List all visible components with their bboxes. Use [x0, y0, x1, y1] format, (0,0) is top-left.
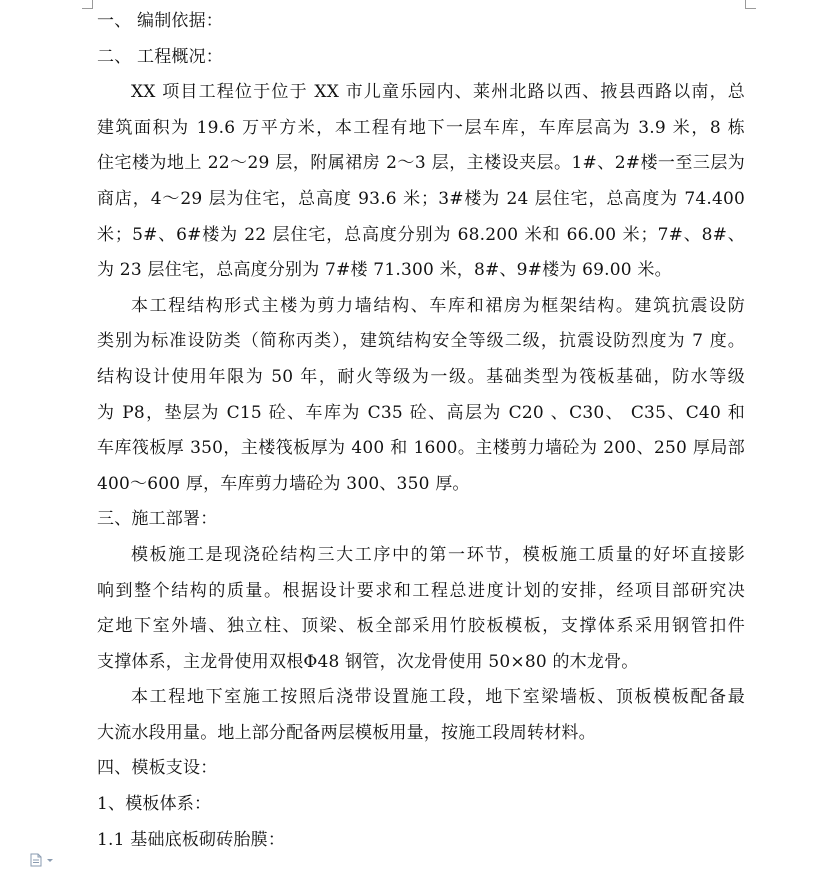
text-line: 支撑体系，主龙骨使用双根Φ48 钢管，次龙骨使用 50×80 的木龙骨。 [97, 651, 639, 672]
chevron-down-icon [47, 859, 53, 862]
text-line: 400～600 厚，车库剪力墙砼为 300、350 厚。 [97, 473, 470, 494]
page-corner-mark-left [82, 0, 93, 9]
text-line: 一、 编制依据： [97, 11, 224, 31]
text-line: 本工程结构形式主楼为剪力墙结构、车库和裙房为框架结构。建筑抗震设防 [131, 295, 745, 316]
text-line: 车库筏板厚 350，主楼筏板厚为 400 和 1600。主楼剪力墙砼为 200、250 厚局部 [97, 438, 745, 459]
text-line: XX 项目工程位于位于 XX 市儿童乐园内、莱州北路以西、掖县西路以南，总 [131, 82, 745, 103]
text-line: 住宅楼为地上 22～29 层，附属裙房 2～3 层，主楼设夹层。1#、2#楼一至三层为 [97, 153, 745, 174]
text-line: 结构设计使用年限为 50 年，耐火等级为一级。基础类型为筏板基础，防水等级 [97, 366, 745, 387]
text-line: 1、模板体系： [97, 794, 212, 815]
text-line: 为 P8，垫层为 C15 砼、车库为 C35 砼、高层为 C20 、C30、 C35、C40 和 [97, 402, 745, 423]
text-line: 模板施工是现浇砼结构三大工序中的第一环节，模板施工质量的好坏直接影 [131, 544, 745, 565]
text-line: 商店，4～29 层为住宅，总高度 93.6 米；3#楼为 24 层住宅，总高度为 74.400 [97, 188, 745, 209]
page-corner-mark-right [745, 0, 756, 9]
text-line: 1.1 基础底板砌砖胎膜： [97, 829, 286, 850]
text-line: 四、模板支设： [97, 758, 218, 779]
document-icon [30, 853, 56, 867]
text-line: 为 23 层住宅，总高度分别为 7#楼 71.300 米，8#、9#楼为 69.00 米。 [97, 260, 672, 281]
text-line: 定地下室外墙、独立柱、顶梁、板全部采用竹胶板模板，支撑体系采用钢管扣件 [97, 616, 745, 637]
text-line: 建筑面积为 19.6 万平方米，本工程有地下一层车库，车库层高为 3.9 米，8 栋 [97, 117, 745, 138]
text-line: 响到整个结构的质量。根据设计要求和工程总进度计划的安排，经项目部研究决 [97, 580, 745, 601]
text-line: 三、施工部署： [97, 509, 218, 530]
text-line: 二、 工程概况： [97, 46, 224, 67]
text-line: 类别为标准设防类（简称丙类），建筑结构安全等级二级，抗震设防烈度为 7 度。 [97, 331, 745, 352]
document-body [97, 4, 745, 858]
text-line: 大流水段用量。地上部分配备两层模板用量，按施工段周转材料。 [97, 722, 596, 743]
document-options-button[interactable] [30, 852, 56, 866]
text-line: 本工程地下室施工按照后浇带设置施工段，地下室梁墙板、顶板模板配备最 [131, 687, 745, 708]
text-line: 米；5#、6#楼为 22 层住宅，总高度分别为 68.200 米和 66.00 米；7#、8#、 [97, 224, 745, 245]
